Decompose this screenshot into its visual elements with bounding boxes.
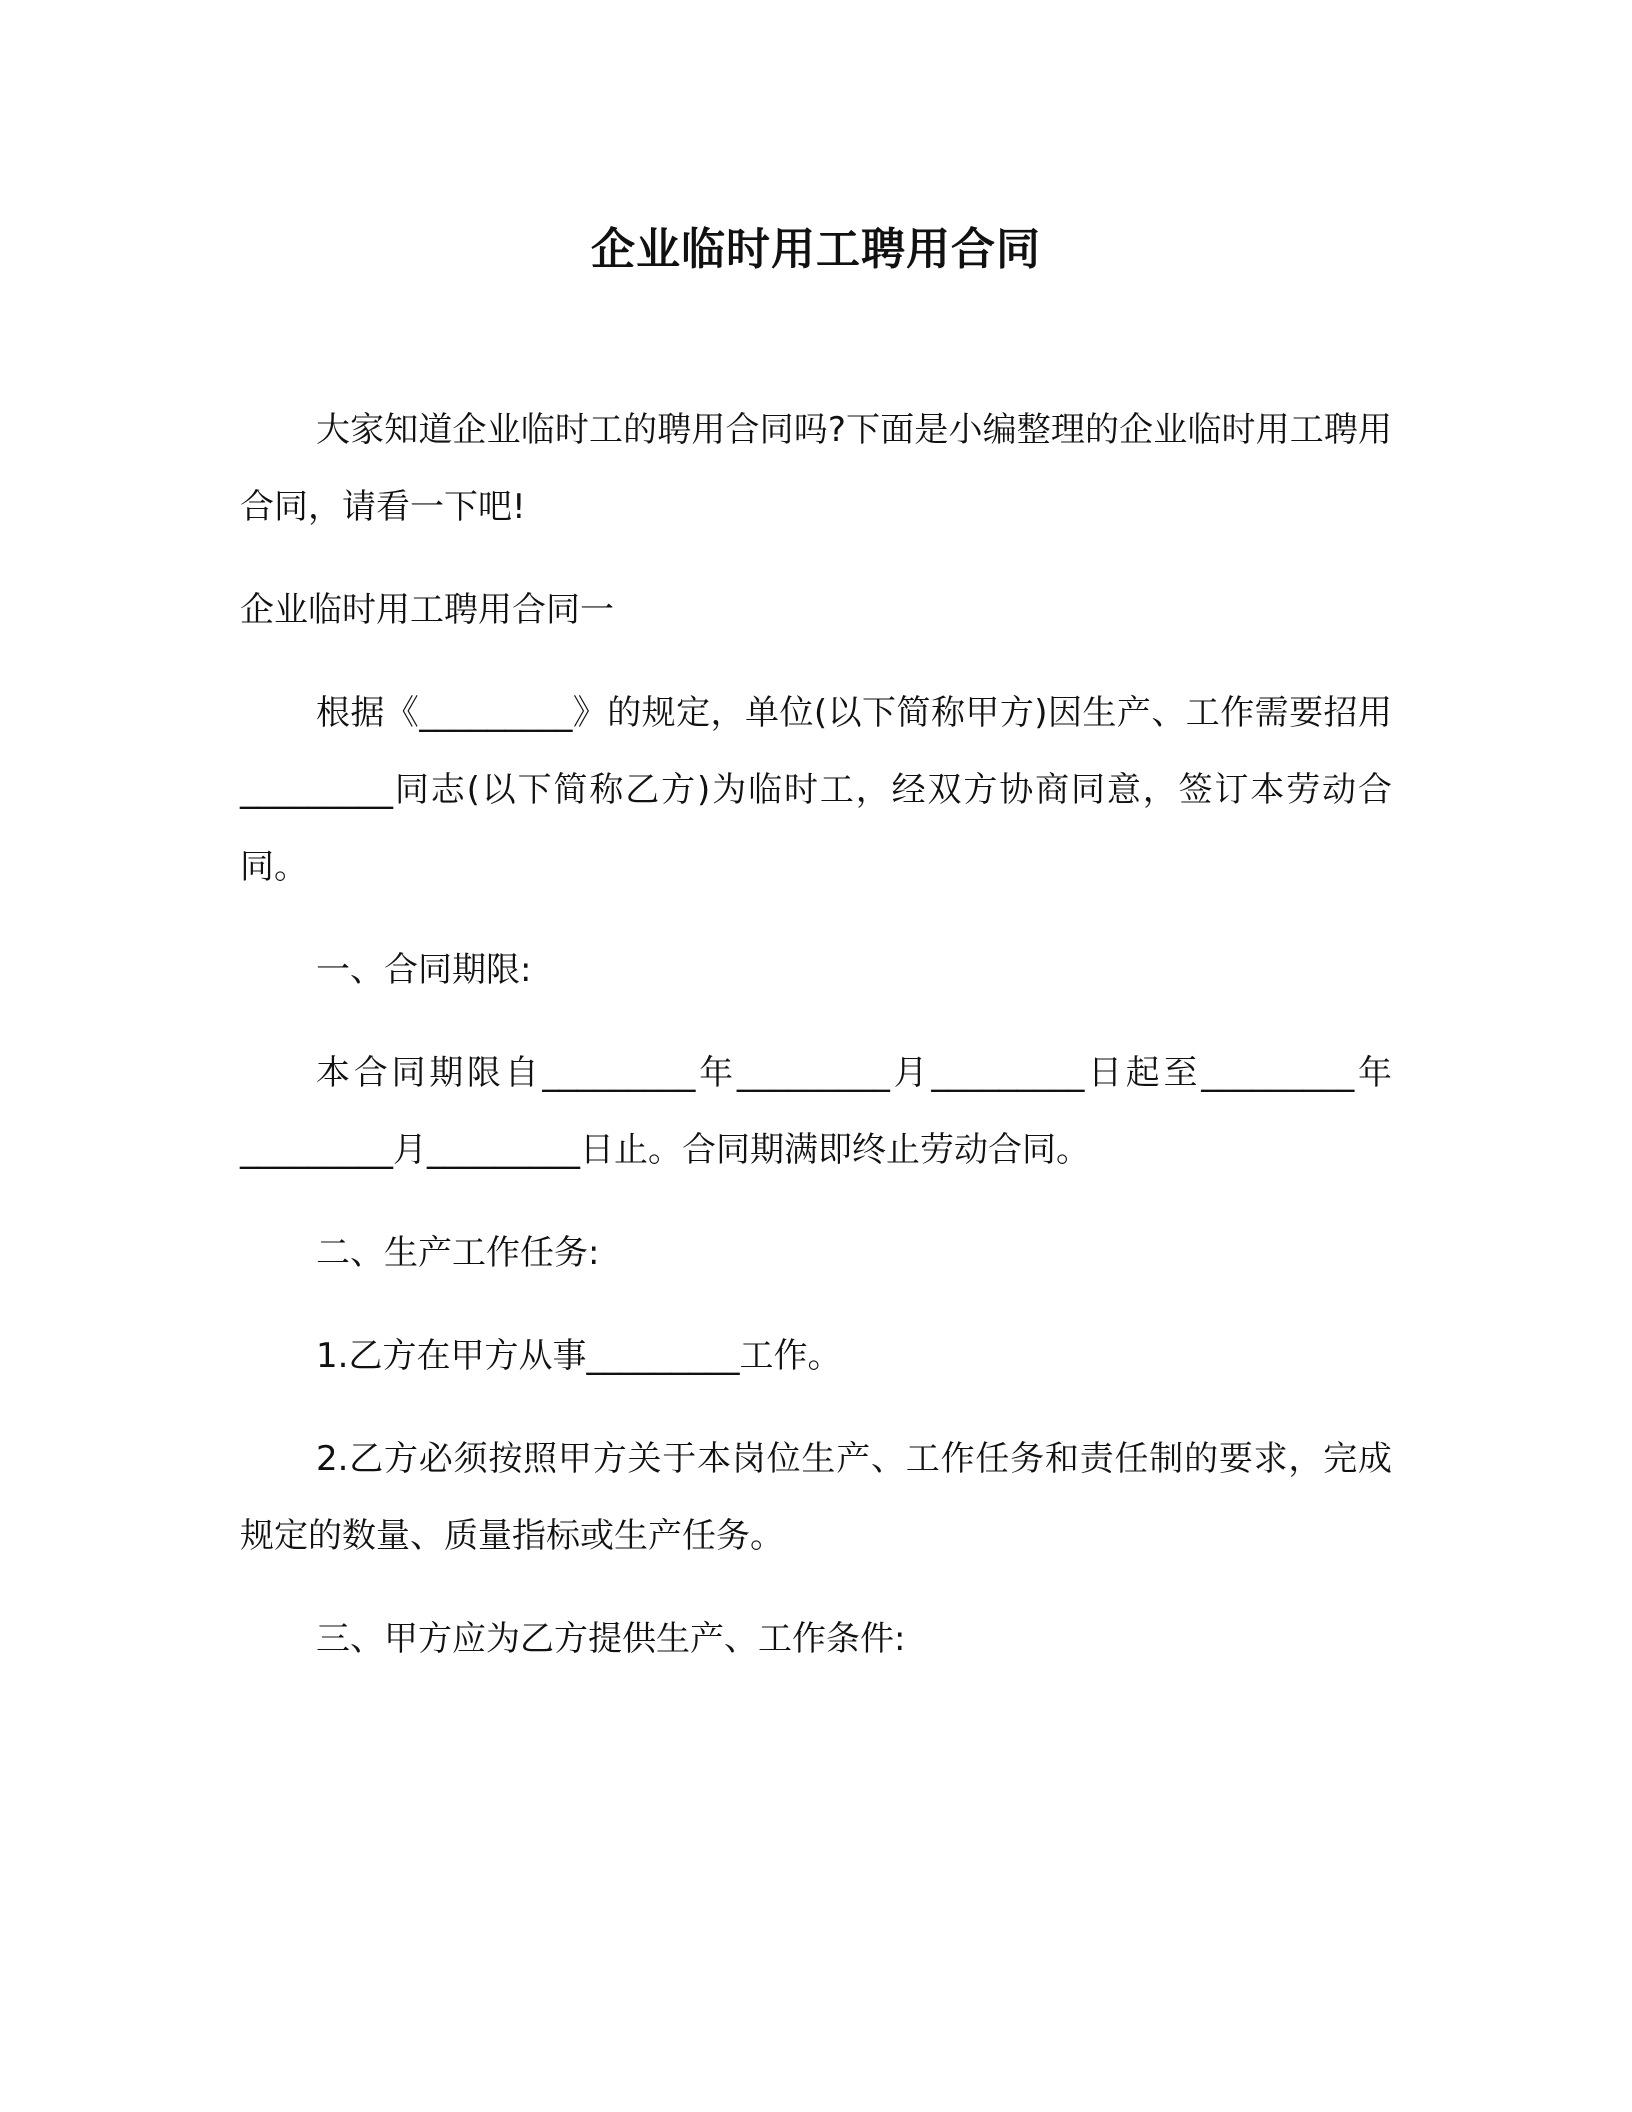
intro-paragraph: 大家知道企业临时工的聘用合同吗?下面是小编整理的企业临时用工聘用合同，请看一下吧! [240, 410, 1392, 527]
clause-heading-conditions: 三、甲方应为乙方提供生产、工作条件: [316, 1619, 906, 1659]
section-heading-contract-one: 企业临时用工聘用合同一 [240, 590, 614, 630]
document-body [240, 392, 1392, 1704]
task-item-1: 1.乙方在甲方从事_________工作。 [316, 1336, 842, 1376]
clause-heading-tasks: 二、生产工作任务: [316, 1233, 600, 1273]
document-title: 企业临时用工聘用合同 [591, 224, 1041, 275]
contract-preamble-paragraph: 根据《_________》的规定，单位(以下简称甲方)因生产、工作需要招用_________同志(以下简称乙方)为临时工，经双方协商同意，签订本劳动合同。 [240, 693, 1392, 887]
task-item-2: 2.乙方必须按照甲方关于本岗位生产、工作任务和责任制的要求，完成规定的数量、质量指标或生产任务。 [240, 1439, 1392, 1556]
clause-heading-term: 一、合同期限: [316, 950, 532, 990]
term-paragraph: 本合同期限自_________年_________月_________日起至_________年_________月_________日止。合同期满即终止劳动合同。 [240, 1053, 1392, 1170]
